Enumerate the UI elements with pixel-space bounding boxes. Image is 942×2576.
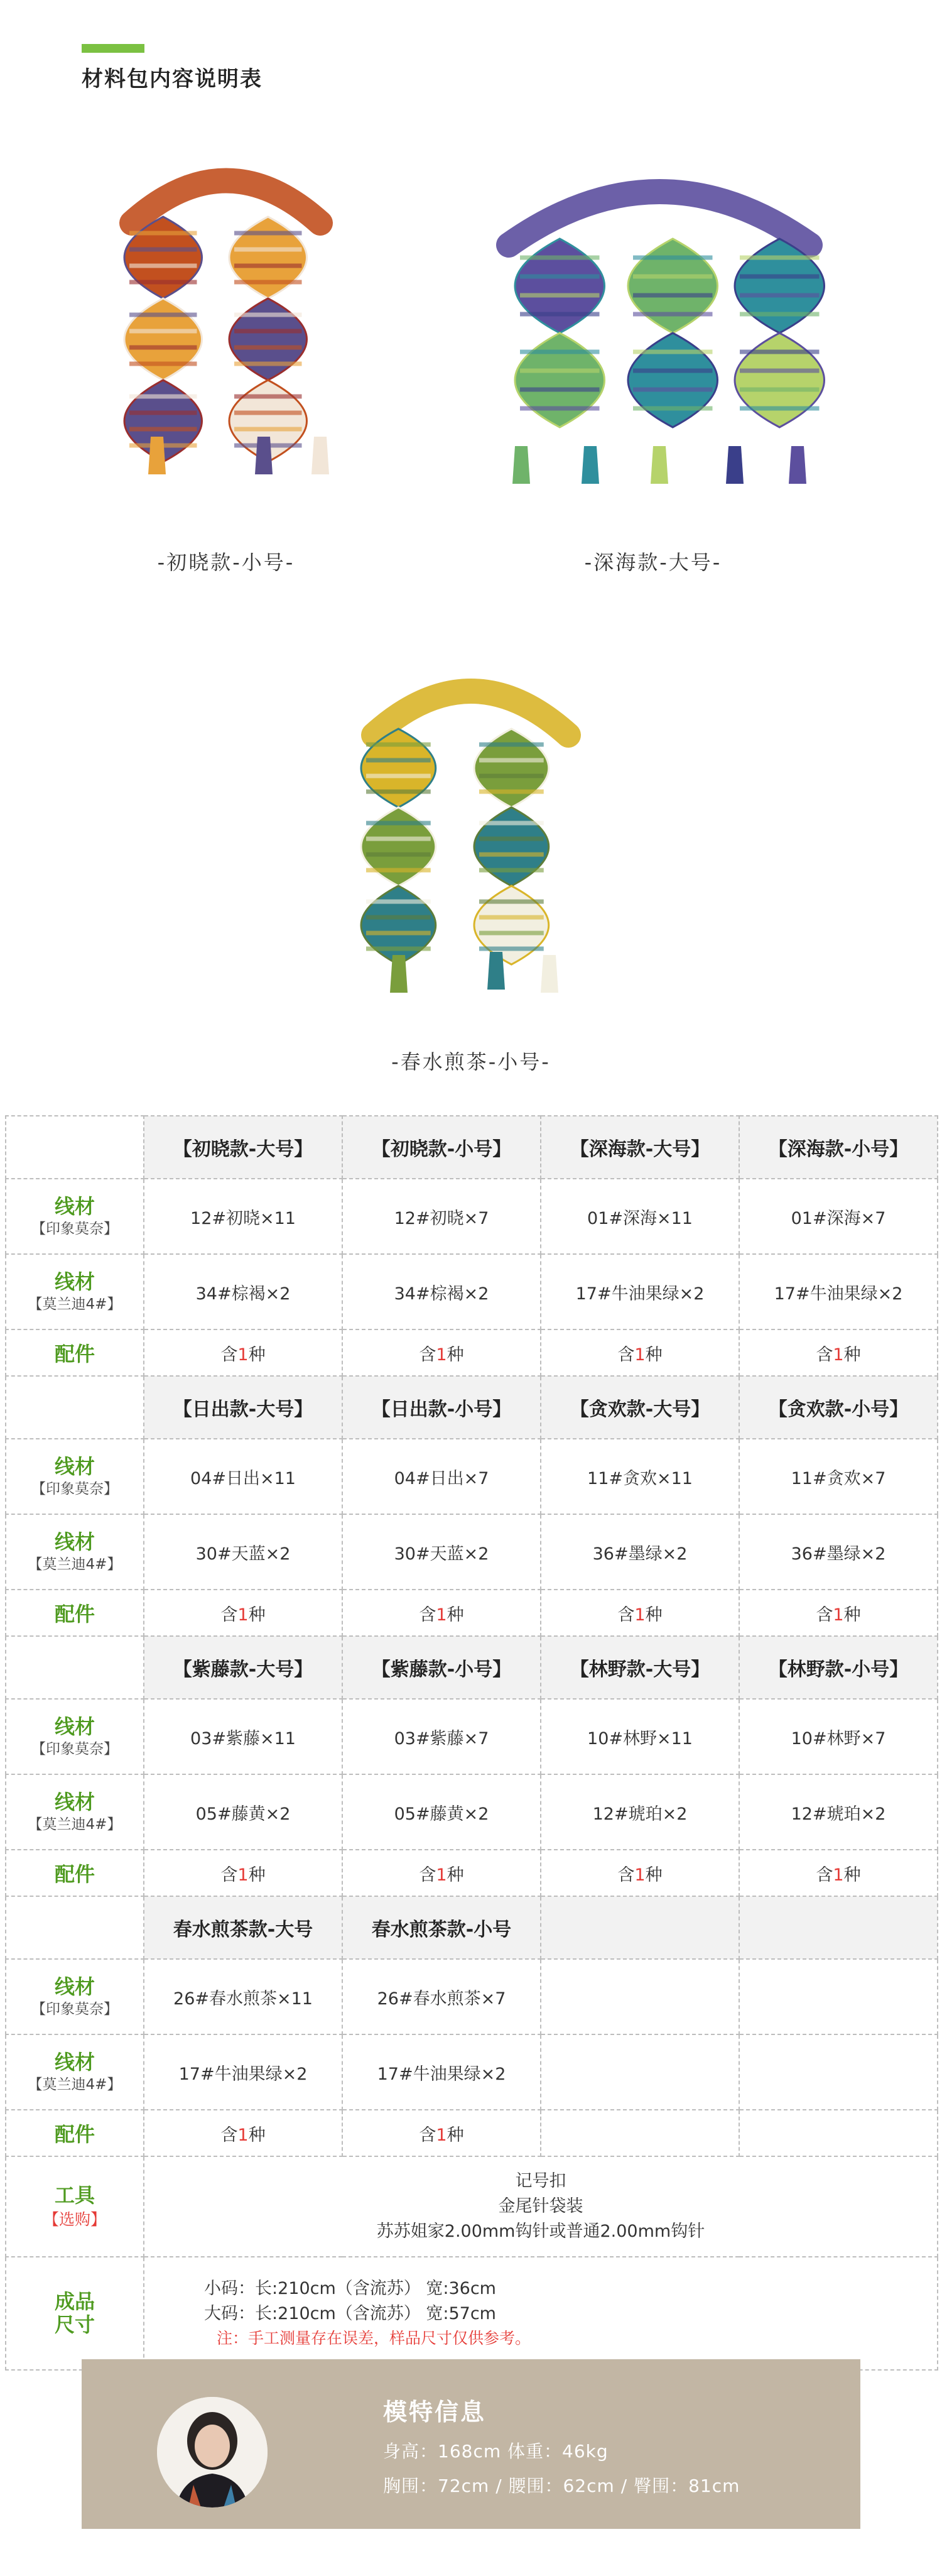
yarn-cell: 05#藤黄×2 bbox=[342, 1774, 541, 1850]
accessory-cell bbox=[144, 1329, 342, 1376]
row-label-yarn bbox=[6, 1179, 144, 1254]
tool-item: 记号扣 bbox=[515, 2171, 566, 2191]
yarn-label: 线材 bbox=[54, 1270, 95, 1294]
accessory-prefix: 含 bbox=[816, 1605, 833, 1625]
yarn-cell: 12#琥珀×2 bbox=[541, 1774, 739, 1850]
variant-header: 【林野款-大号】 bbox=[541, 1636, 739, 1699]
size-label-2: 尺寸 bbox=[54, 2313, 95, 2337]
yarn-label: 线材 bbox=[54, 2050, 95, 2075]
accessory-cell bbox=[342, 2110, 541, 2156]
table-row bbox=[6, 1254, 938, 1329]
yarn-cell: 30#天蓝×2 bbox=[144, 1514, 342, 1590]
size-row bbox=[6, 2257, 938, 2370]
empty-cell bbox=[739, 2034, 938, 2110]
accessory-count: 1 bbox=[833, 1345, 844, 1365]
accessory-suffix: 种 bbox=[248, 1605, 266, 1625]
accessory-prefix: 含 bbox=[617, 1865, 635, 1885]
accessory-prefix: 含 bbox=[419, 1345, 436, 1365]
accessory-suffix: 种 bbox=[843, 1345, 861, 1365]
table-header-row bbox=[6, 1896, 938, 1959]
size-note: 注：手工测量存在误差，样品尺寸仅供参考。 bbox=[217, 2329, 531, 2347]
yarn-cell: 03#紫藤×7 bbox=[342, 1699, 541, 1774]
empty-cell bbox=[541, 1959, 739, 2034]
accessory-suffix: 种 bbox=[843, 1605, 861, 1625]
row-label-yarn bbox=[6, 1959, 144, 2034]
model-info-title: 模特信息 bbox=[383, 2398, 487, 2426]
accessory-suffix: 种 bbox=[645, 1605, 663, 1625]
header-blank-cell bbox=[6, 1636, 144, 1699]
accessory-count: 1 bbox=[237, 1345, 249, 1365]
tools-label-cell bbox=[6, 2156, 144, 2257]
accessory-prefix: 含 bbox=[220, 1345, 238, 1365]
yarn-label: 线材 bbox=[54, 1454, 95, 1479]
scarf-caption-chuxiao: -初晓款-小号- bbox=[157, 550, 295, 574]
accessory-suffix: 种 bbox=[248, 2125, 266, 2145]
variant-header: 【贪欢款-小号】 bbox=[739, 1376, 938, 1439]
accessory-label: 配件 bbox=[6, 1329, 144, 1376]
accessory-cell bbox=[144, 1590, 342, 1636]
size-label-cell bbox=[6, 2257, 144, 2370]
yarn-brand-label: 【莫兰迪4#】 bbox=[28, 2077, 122, 2093]
accessory-prefix: 含 bbox=[419, 1865, 436, 1885]
variant-header: 春水煎茶款-小号 bbox=[342, 1896, 541, 1959]
yarn-cell: 17#牛油果绿×2 bbox=[739, 1254, 938, 1329]
accessory-cell bbox=[342, 1590, 541, 1636]
material-spec-table bbox=[5, 1115, 938, 2371]
yarn-label: 线材 bbox=[54, 1975, 95, 1999]
accessory-count: 1 bbox=[237, 2125, 249, 2145]
table-row bbox=[6, 2110, 938, 2156]
accessory-suffix: 种 bbox=[248, 1865, 266, 1885]
title-accent-bar bbox=[82, 44, 144, 53]
variant-header: 【深海款-大号】 bbox=[541, 1116, 739, 1179]
yarn-cell: 17#牛油果绿×2 bbox=[541, 1254, 739, 1329]
yarn-cell: 11#贪欢×11 bbox=[541, 1439, 739, 1514]
yarn-cell: 17#牛油果绿×2 bbox=[342, 2034, 541, 2110]
yarn-label: 线材 bbox=[54, 1194, 95, 1219]
accessory-count: 1 bbox=[436, 1865, 447, 1885]
accessory-prefix: 含 bbox=[220, 1865, 238, 1885]
accessory-cell bbox=[342, 1329, 541, 1376]
accessory-count: 1 bbox=[436, 1605, 447, 1625]
yarn-cell: 12#初晓×11 bbox=[144, 1179, 342, 1254]
accessory-label: 配件 bbox=[6, 2110, 144, 2156]
empty-cell bbox=[739, 2110, 938, 2156]
accessory-prefix: 含 bbox=[419, 2125, 436, 2145]
accessory-cell bbox=[342, 1850, 541, 1896]
scarf-image-shenhai bbox=[484, 151, 835, 528]
scarf-caption-chunshui: -春水煎茶-小号- bbox=[391, 1050, 551, 1074]
scarf-image-chuxiao bbox=[107, 151, 345, 528]
accessory-prefix: 含 bbox=[617, 1345, 635, 1365]
tools-list-cell bbox=[144, 2156, 938, 2257]
row-label-yarn bbox=[6, 1514, 144, 1590]
model-avatar bbox=[157, 2397, 268, 2508]
accessory-label: 配件 bbox=[6, 1590, 144, 1636]
size-line: 小码：长:210cm（含流苏） 宽:36cm bbox=[204, 2279, 496, 2298]
empty-cell bbox=[541, 2034, 739, 2110]
accessory-count: 1 bbox=[436, 2125, 447, 2145]
accessory-count: 1 bbox=[833, 1865, 844, 1885]
yarn-cell: 26#春水煎茶×7 bbox=[342, 1959, 541, 2034]
tool-item: 苏苏姐家2.00mm钩针或普通2.00mm钩针 bbox=[376, 2222, 705, 2241]
yarn-cell: 10#林野×11 bbox=[541, 1699, 739, 1774]
yarn-cell: 34#棕褐×2 bbox=[144, 1254, 342, 1329]
variant-header: 【初晓款-大号】 bbox=[144, 1116, 342, 1179]
accessory-prefix: 含 bbox=[816, 1345, 833, 1365]
page-title: 材料包内容说明表 bbox=[82, 67, 263, 92]
accessory-count: 1 bbox=[833, 1605, 844, 1625]
yarn-cell: 03#紫藤×11 bbox=[144, 1699, 342, 1774]
table-row bbox=[6, 1850, 938, 1896]
table-row bbox=[6, 1590, 938, 1636]
yarn-cell: 36#墨绿×2 bbox=[739, 1514, 938, 1590]
yarn-label: 线材 bbox=[54, 1715, 95, 1739]
tools-label: 工具 bbox=[54, 2183, 95, 2208]
accessory-count: 1 bbox=[634, 1605, 646, 1625]
accessory-prefix: 含 bbox=[617, 1605, 635, 1625]
table-header-row bbox=[6, 1636, 938, 1699]
table-row bbox=[6, 2034, 938, 2110]
yarn-brand-label: 【莫兰迪4#】 bbox=[28, 1816, 122, 1833]
empty-cell bbox=[739, 1959, 938, 2034]
accessory-cell bbox=[144, 2110, 342, 2156]
header-blank-cell bbox=[6, 1376, 144, 1439]
empty-header-cell bbox=[739, 1896, 938, 1959]
accessory-cell bbox=[144, 1850, 342, 1896]
variant-header: 【紫藤款-大号】 bbox=[144, 1636, 342, 1699]
empty-header-cell bbox=[541, 1896, 739, 1959]
table-row bbox=[6, 1514, 938, 1590]
scarf-image-chunshui bbox=[349, 660, 593, 1037]
scarf-caption-shenhai: -深海款-大号- bbox=[584, 550, 722, 574]
accessory-cell bbox=[541, 1590, 739, 1636]
tool-item: 金尾针袋装 bbox=[498, 2197, 583, 2216]
yarn-brand-label: 【印象莫奈】 bbox=[31, 1741, 118, 1758]
accessory-cell bbox=[739, 1329, 938, 1376]
accessory-cell bbox=[541, 1850, 739, 1896]
row-label-yarn bbox=[6, 2034, 144, 2110]
accessory-label: 配件 bbox=[6, 1850, 144, 1896]
yarn-cell: 30#天蓝×2 bbox=[342, 1514, 541, 1590]
yarn-cell: 04#日出×7 bbox=[342, 1439, 541, 1514]
yarn-cell: 34#棕褐×2 bbox=[342, 1254, 541, 1329]
yarn-cell: 36#墨绿×2 bbox=[541, 1514, 739, 1590]
yarn-cell: 12#初晓×7 bbox=[342, 1179, 541, 1254]
accessory-count: 1 bbox=[634, 1345, 646, 1365]
variant-header: 【日出款-小号】 bbox=[342, 1376, 541, 1439]
row-label-yarn bbox=[6, 1254, 144, 1329]
accessory-suffix: 种 bbox=[645, 1865, 663, 1885]
yarn-brand-label: 【莫兰迪4#】 bbox=[28, 1556, 122, 1573]
accessory-suffix: 种 bbox=[645, 1345, 663, 1365]
model-height-weight: 身高：168cm 体重：46kg bbox=[383, 2441, 609, 2462]
table-row bbox=[6, 1699, 938, 1774]
yarn-label: 线材 bbox=[54, 1790, 95, 1815]
empty-cell bbox=[541, 2110, 739, 2156]
table-header-row bbox=[6, 1376, 938, 1439]
yarn-brand-label: 【印象莫奈】 bbox=[31, 2001, 118, 2018]
accessory-suffix: 种 bbox=[447, 1345, 464, 1365]
accessory-suffix: 种 bbox=[447, 2125, 464, 2145]
table-row bbox=[6, 1959, 938, 2034]
table-row bbox=[6, 1774, 938, 1850]
yarn-cell: 05#藤黄×2 bbox=[144, 1774, 342, 1850]
table-row bbox=[6, 1179, 938, 1254]
accessory-prefix: 含 bbox=[220, 1605, 238, 1625]
size-detail-cell bbox=[144, 2257, 938, 2370]
header-blank-cell bbox=[6, 1116, 144, 1179]
row-label-yarn bbox=[6, 1699, 144, 1774]
row-label-yarn bbox=[6, 1439, 144, 1514]
variant-header: 【林野款-小号】 bbox=[739, 1636, 938, 1699]
accessory-count: 1 bbox=[634, 1865, 646, 1885]
accessory-prefix: 含 bbox=[816, 1865, 833, 1885]
yarn-cell: 11#贪欢×7 bbox=[739, 1439, 938, 1514]
yarn-brand-label: 【莫兰迪4#】 bbox=[28, 1296, 122, 1313]
table-header-row bbox=[6, 1116, 938, 1179]
accessory-suffix: 种 bbox=[447, 1605, 464, 1625]
accessory-cell bbox=[541, 1329, 739, 1376]
tools-row bbox=[6, 2156, 938, 2257]
model-measurements: 胸围：72cm / 腰围：62cm / 臀围：81cm bbox=[383, 2475, 740, 2496]
variant-header: 【日出款-大号】 bbox=[144, 1376, 342, 1439]
variant-header: 【贪欢款-大号】 bbox=[541, 1376, 739, 1439]
yarn-cell: 12#琥珀×2 bbox=[739, 1774, 938, 1850]
variant-header: 春水煎茶款-大号 bbox=[144, 1896, 342, 1959]
accessory-count: 1 bbox=[237, 1865, 249, 1885]
yarn-brand-label: 【印象莫奈】 bbox=[31, 1481, 118, 1498]
yarn-cell: 17#牛油果绿×2 bbox=[144, 2034, 342, 2110]
accessory-count: 1 bbox=[436, 1345, 447, 1365]
yarn-brand-label: 【印象莫奈】 bbox=[31, 1221, 118, 1238]
yarn-cell: 04#日出×11 bbox=[144, 1439, 342, 1514]
accessory-cell bbox=[739, 1590, 938, 1636]
accessory-prefix: 含 bbox=[419, 1605, 436, 1625]
variant-header: 【初晓款-小号】 bbox=[342, 1116, 541, 1179]
accessory-prefix: 含 bbox=[220, 2125, 238, 2145]
table-row bbox=[6, 1329, 938, 1376]
table-row bbox=[6, 1439, 938, 1514]
accessory-suffix: 种 bbox=[447, 1865, 464, 1885]
yarn-cell: 26#春水煎茶×11 bbox=[144, 1959, 342, 2034]
accessory-count: 1 bbox=[237, 1605, 249, 1625]
variant-header: 【深海款-小号】 bbox=[739, 1116, 938, 1179]
size-line: 大码：长:210cm（含流苏） 宽:57cm bbox=[204, 2304, 496, 2323]
yarn-cell: 01#深海×11 bbox=[541, 1179, 739, 1254]
tools-optional-label: 【选购】 bbox=[43, 2210, 106, 2229]
accessory-suffix: 种 bbox=[843, 1865, 861, 1885]
accessory-suffix: 种 bbox=[248, 1345, 266, 1365]
yarn-cell: 10#林野×7 bbox=[739, 1699, 938, 1774]
row-label-yarn bbox=[6, 1774, 144, 1850]
variant-header: 【紫藤款-小号】 bbox=[342, 1636, 541, 1699]
accessory-cell bbox=[739, 1850, 938, 1896]
yarn-cell: 01#深海×7 bbox=[739, 1179, 938, 1254]
header-blank-cell bbox=[6, 1896, 144, 1959]
size-label-1: 成品 bbox=[54, 2289, 95, 2314]
yarn-label: 线材 bbox=[54, 1530, 95, 1554]
